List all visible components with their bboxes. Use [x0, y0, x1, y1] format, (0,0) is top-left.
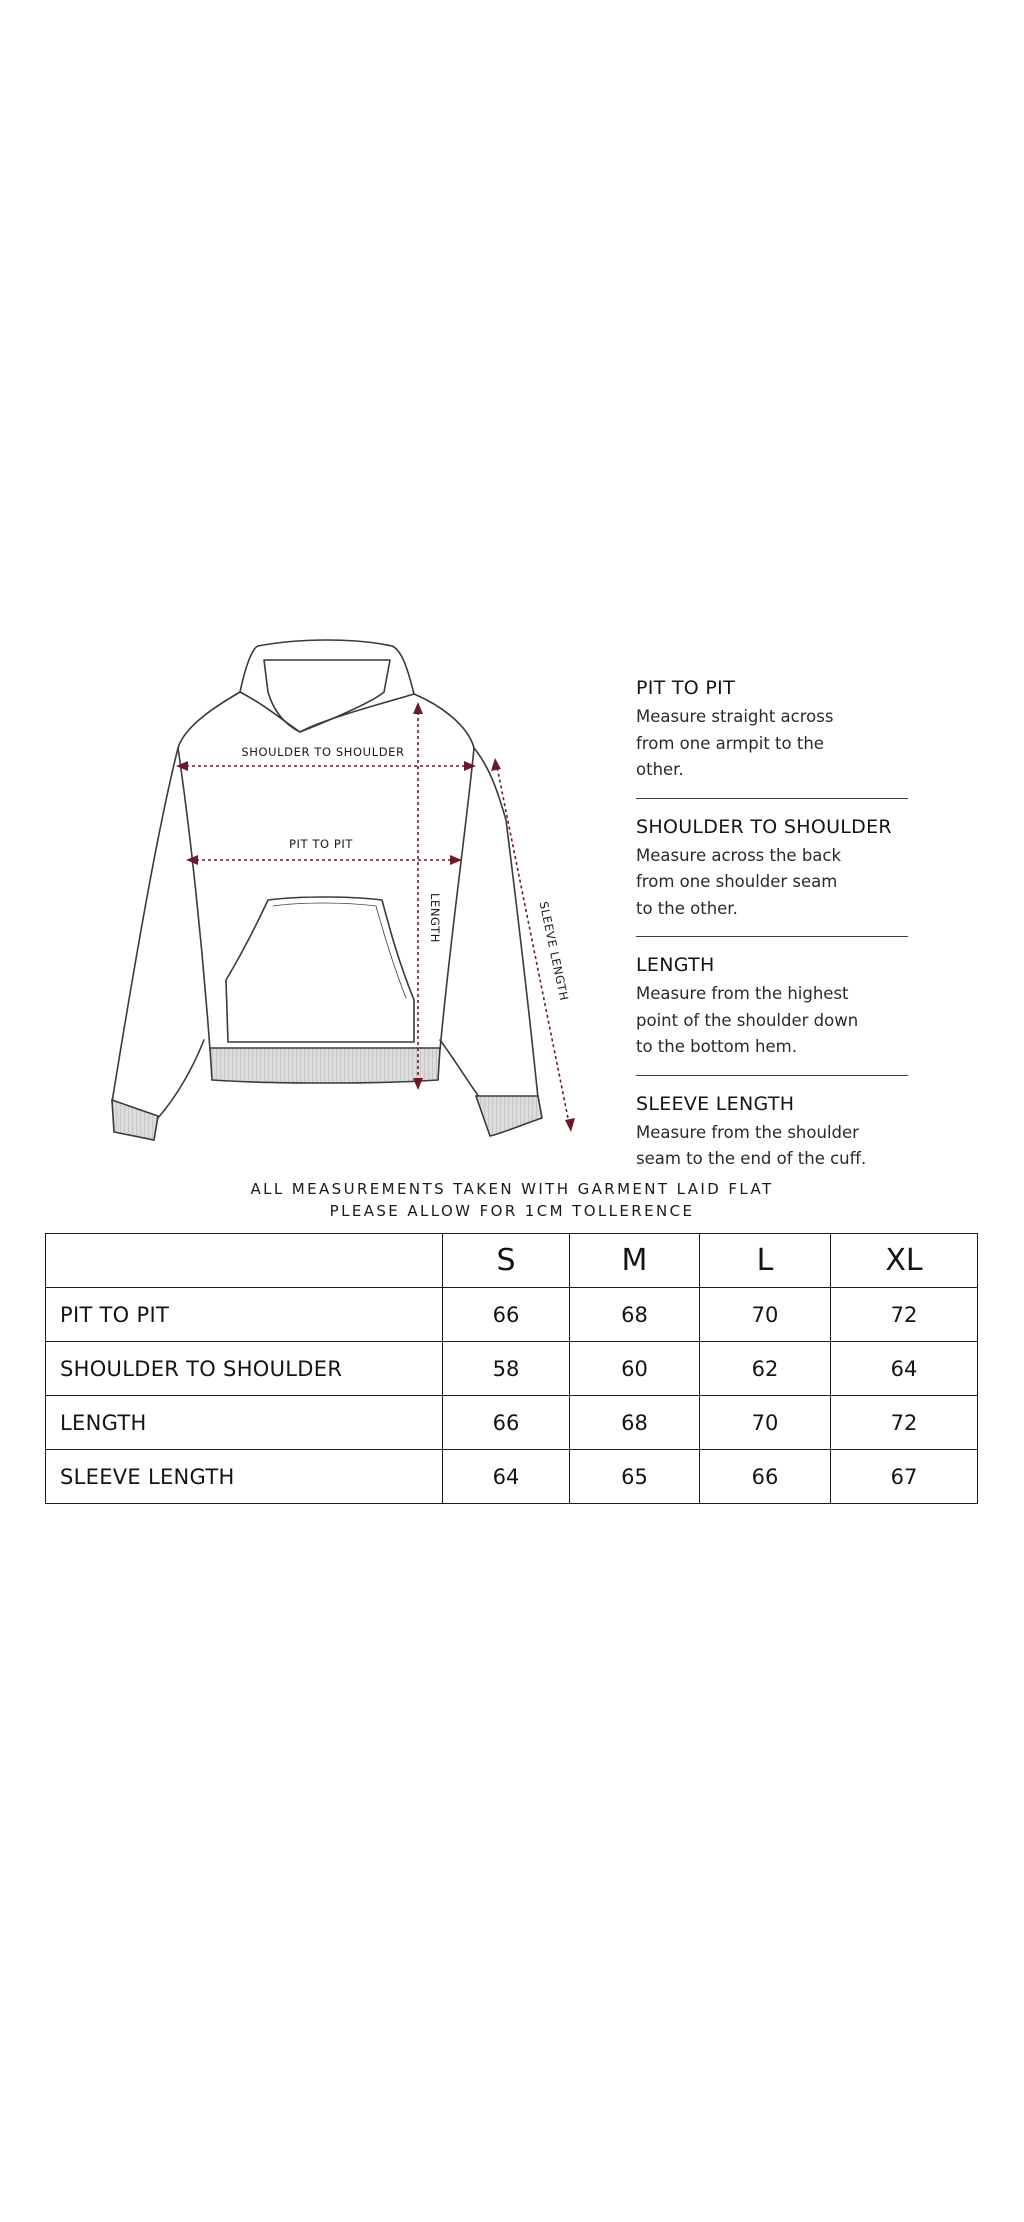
row-label: LENGTH: [46, 1396, 443, 1450]
table-cell: 58: [443, 1342, 570, 1396]
table-row: [46, 1342, 978, 1396]
table-cell: 68: [570, 1396, 700, 1450]
right-sleeve-inner: [440, 1040, 480, 1098]
table-cell: 65: [570, 1450, 700, 1504]
table-cell: 72: [831, 1396, 978, 1450]
legend-line: seam to the end of the cuff.: [636, 1149, 867, 1168]
legend-description: [636, 981, 908, 1061]
sleeve-label: SLEEVE LENGTH: [536, 900, 572, 1003]
legend-line: from one shoulder seam: [636, 872, 838, 891]
legend-line: point of the shoulder down: [636, 1010, 859, 1030]
shoulder-arrowhead-left: [176, 761, 188, 771]
size-header-m: M: [570, 1234, 700, 1288]
legend-line: Measure straight across: [636, 707, 834, 726]
legend-title: LENGTH: [636, 954, 715, 976]
row-label: SHOULDER TO SHOULDER: [46, 1342, 443, 1396]
shoulder-label: SHOULDER TO SHOULDER: [241, 745, 405, 759]
row-label: SLEEVE LENGTH: [46, 1450, 443, 1504]
length-arrowhead-top: [413, 702, 423, 714]
legend-line: Measure from the highest: [636, 984, 849, 1003]
size-chart-table: [45, 1233, 978, 1504]
legend-line: to the other.: [636, 898, 738, 918]
note-tolerance: PLEASE ALLOW FOR 1CM TOLLERENCE: [329, 1202, 695, 1220]
table-cell: 66: [443, 1288, 570, 1342]
legend-line: other.: [636, 760, 684, 779]
legend-pit-to-pit: [636, 676, 908, 799]
table-row: [46, 1288, 978, 1342]
left-cuff: [112, 1100, 158, 1140]
legend-description: [636, 1120, 908, 1173]
row-label: PIT TO PIT: [46, 1288, 443, 1342]
size-header-row: [46, 1234, 978, 1288]
length-arrowhead-bottom: [413, 1078, 423, 1090]
table-cell: 72: [831, 1288, 978, 1342]
left-sleeve-outer: [112, 748, 178, 1102]
table-cell: 68: [570, 1288, 700, 1342]
legend-line: Measure across the back: [636, 845, 842, 865]
size-header-s: S: [443, 1234, 570, 1288]
legend-description: [636, 704, 908, 784]
table-cell: 70: [700, 1288, 831, 1342]
kangaroo-pocket: [226, 897, 414, 1042]
table-cell: 64: [443, 1450, 570, 1504]
legend-line: to the bottom hem.: [636, 1037, 797, 1056]
left-sleeve-inner: [158, 1040, 204, 1118]
shoulder-arrowhead-right: [464, 761, 476, 771]
body-left-side: [178, 748, 210, 1050]
table-cell: 67: [831, 1450, 978, 1504]
measurement-legend: [636, 676, 908, 1203]
right-cuff: [476, 1096, 542, 1136]
hood-neck: [240, 692, 414, 732]
length-label: LENGTH: [428, 892, 442, 944]
right-shoulder: [414, 694, 474, 748]
table-cell: 62: [700, 1342, 831, 1396]
sleeve-arrowhead-top: [491, 758, 501, 771]
header-blank-cell: [46, 1234, 443, 1288]
hem-rib: [210, 1048, 440, 1083]
size-header-l: L: [700, 1234, 831, 1288]
legend-length: [636, 953, 908, 1076]
legend-line: Measure from the shoulder: [636, 1122, 859, 1142]
table-cell: 66: [700, 1450, 831, 1504]
pit-label: PIT TO PIT: [288, 837, 354, 851]
measurement-notes: [0, 1178, 1024, 1222]
left-shoulder: [178, 692, 240, 748]
table-cell: 60: [570, 1342, 700, 1396]
legend-title: PIT TO PIT: [636, 677, 735, 699]
legend-description: [636, 843, 908, 923]
table-row: [46, 1396, 978, 1450]
table-row: [46, 1450, 978, 1504]
legend-title: SHOULDER TO SHOULDER: [636, 815, 892, 838]
legend-line: from one armpit to the: [636, 733, 824, 753]
note-laid-flat: ALL MEASUREMENTS TAKEN WITH GARMENT LAID FLAT: [250, 1180, 774, 1198]
legend-shoulder-to-shoulder: [636, 815, 908, 938]
legend-sleeve-length: [636, 1092, 908, 1187]
table-cell: 70: [700, 1396, 831, 1450]
body-right-side: [440, 748, 474, 1050]
size-header-xl: XL: [831, 1234, 978, 1288]
table-cell: 66: [443, 1396, 570, 1450]
table-cell: 64: [831, 1342, 978, 1396]
legend-title: SLEEVE LENGTH: [636, 1092, 795, 1115]
sleeve-arrowhead-bottom: [565, 1118, 575, 1132]
